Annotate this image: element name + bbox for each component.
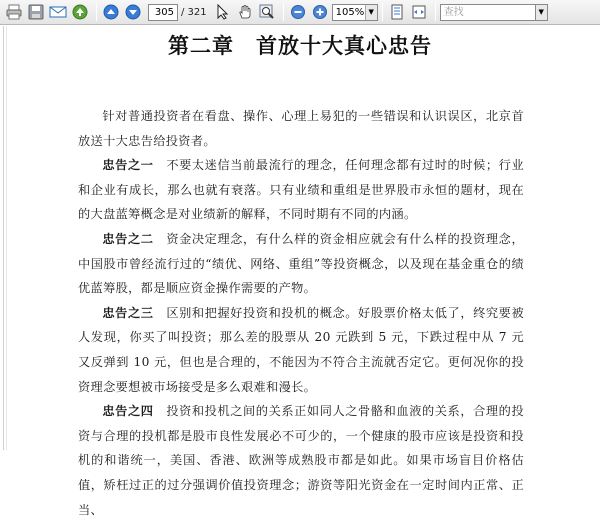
toolbar-separator — [435, 3, 436, 21]
zoom-level-select[interactable] — [332, 4, 378, 21]
toolbar-separator — [283, 3, 284, 21]
print-icon[interactable] — [4, 2, 24, 22]
next-page-icon[interactable] — [123, 2, 143, 22]
paragraph-text: 投资和投机之间的关系正如同人之骨骼和血液的关系，合理的投资与合理的投机都是股市良性发展必不可少的，一个健康的股市应该是投资和投机的和谐统一，美国、香港、欧洲等成熟股市都是如此。如果市场盲目价格估值，矫枉过正的过分强调价值投资理念；游资等阳光资金在一定时间内正常、正当、 — [78, 404, 524, 517]
document-viewport[interactable] — [0, 26, 600, 517]
paragraph — [78, 399, 524, 522]
toolbar-separator — [382, 3, 383, 21]
page-total-label: / 321 — [181, 6, 207, 18]
select-cursor-icon[interactable] — [213, 2, 233, 22]
email-icon[interactable] — [48, 2, 68, 22]
fit-width-icon[interactable] — [409, 2, 429, 22]
share-icon[interactable] — [70, 2, 90, 22]
paragraph — [78, 227, 524, 301]
paragraph-lead: 忠告之二 — [102, 231, 154, 246]
chapter-title: 第二章 首放十大真心忠告 — [168, 33, 432, 58]
paragraph-text: 资金决定理念，有什么样的资金相应就会有什么样的投资理念，中国股市曾经流行过的“绩优、网络、重组”等投资概念，以及现在基金重仓的绩优蓝筹股，都是顺应资金操作需要的产物。 — [78, 231, 524, 296]
paragraph — [78, 104, 524, 153]
page-left-edge — [3, 26, 4, 450]
document-body — [78, 104, 524, 522]
toolbar-separator — [96, 3, 97, 21]
chevron-down-icon[interactable]: ▼ — [365, 5, 377, 20]
zoom-in-icon[interactable] — [310, 2, 330, 22]
fit-page-icon[interactable] — [387, 2, 407, 22]
hand-tool-icon[interactable] — [235, 2, 255, 22]
prev-page-icon[interactable] — [101, 2, 121, 22]
zoom-out-icon[interactable] — [288, 2, 308, 22]
search-options-chevron-icon[interactable]: ▼ — [536, 4, 548, 21]
page-left-edge-inner — [6, 26, 7, 450]
paragraph-text: 针对普通投资者在看盘、操作、心理上易犯的一些错误和认识误区，北京首放送十大忠告给投资者。 — [78, 109, 524, 148]
paragraph-lead: 忠告之一 — [102, 158, 154, 173]
paragraph — [78, 301, 524, 399]
search-input[interactable]: 查找 — [440, 4, 536, 21]
paragraph-text: 不要太迷信当前最流行的理念，任何理念都有过时的时候；行业和企业有成长，那么也就有衰落。只有业绩和重组是世界股市永恒的题材，现在的大盘蓝筹概念是对业绩新的解释，不同时期有不同的内涵。 — [78, 158, 524, 222]
paragraph-text: 区别和把握好投资和投机的概念。好股票价格太低了，终究要被人发现，你买了叫投资；那么差的股票从 20 元跌到 5 元，下跌过程中从 7 元又反弹到 10 元，但也是合理的，不能因为不符合主流就否定它。更何况你的投资理念要想被市场接受是多么艰难和漫长。 — [78, 305, 524, 394]
save-icon[interactable] — [26, 2, 46, 22]
paragraph-lead: 忠告之三 — [102, 305, 154, 320]
pdf-toolbar — [0, 0, 600, 25]
zoom-tool-icon[interactable] — [257, 2, 277, 22]
paragraph-lead: 忠告之四 — [102, 404, 154, 419]
zoom-level-value: 105% — [335, 6, 365, 18]
paragraph — [78, 153, 524, 227]
page-number-input[interactable]: 305 — [148, 4, 178, 21]
